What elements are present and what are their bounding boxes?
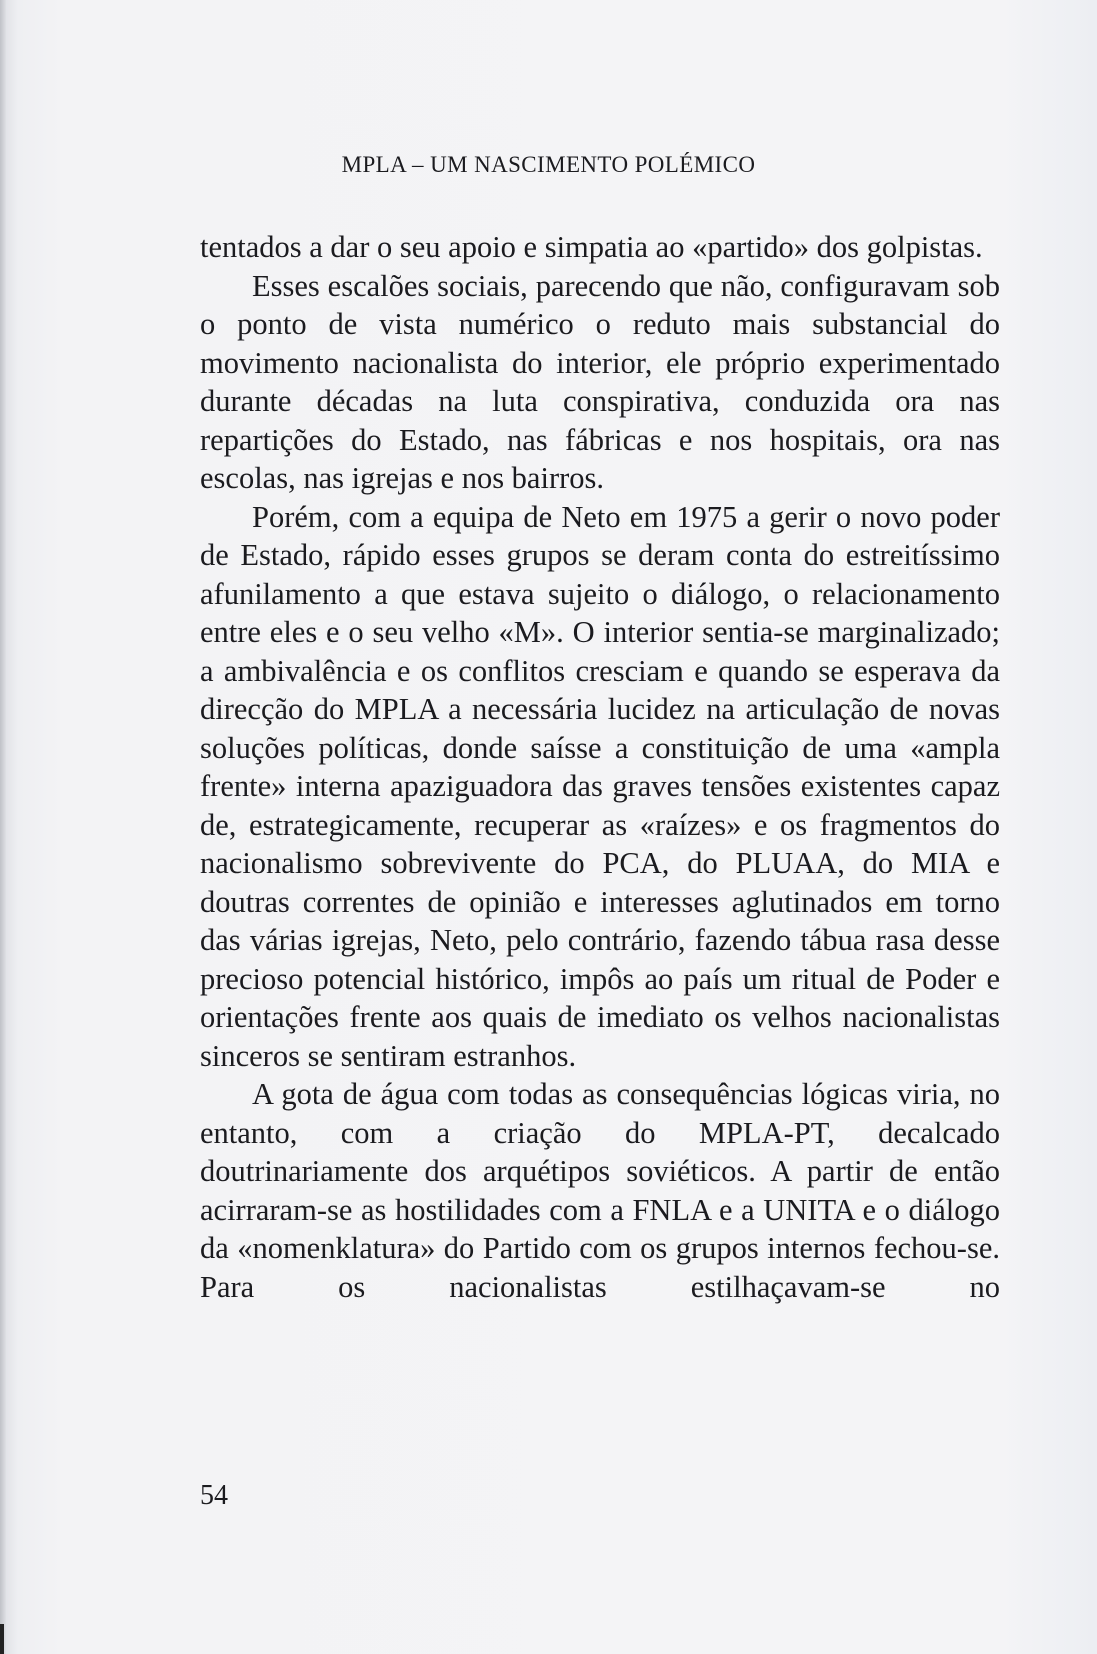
scan-edge-mark: [0, 1624, 4, 1654]
paragraph-social-strata: Esses escalões sociais, parecendo que não, configuravam sob o ponto de vista numérico o reduto mais substancial do movimento nacionalista do interior, ele próprio experimentado durante décadas na luta conspirativa, conduzida ora nas repartições do Estado, nas fábricas e nos hospitais, ora nas escolas, nas igrejas e nos bairros.: [200, 268, 1000, 495]
paragraph-mpla-pt: A gota de água com todas as consequências lógicas viria, no entanto, com a criação do MPLA-PT, decalcado doutrinariamente dos arquétipos soviéticos. A partir de então acirraram-se as hostilidades com a FNLA e a UNITA e o diálogo da «nomenklatura» do Partido com os grupos internos fechou-se. Para os nacionalistas estilhaçavam-se no: [200, 1077, 1000, 1304]
running-header: MPLA – UM NASCIMENTO POLÉMICO: [341, 152, 756, 177]
body-text: [200, 228, 1000, 1306]
page-number: 54: [200, 1480, 228, 1511]
paragraph-neto-1975: Porém, com a equipa de Neto em 1975 a gerir o novo poder de Estado, rápido esses grupos se deram conta do estreitíssimo afunilamento a que estava sujeito o diálogo, o relacionamento entre eles e o seu velho «M». O interior sentia-se marginalizado; a ambivalência e os conflitos cresciam e quando se esperava da direcção do MPLA a necessária lucidez na articulação de novas soluções políticas, donde saísse a constituição de uma «ampla frente» interna apaziguadora das graves tensões existentes capaz de, estrategicamente, recuperar as «raízes» e os fragmentos do nacionalismo sobrevivente do PCA, do PLUAA, do MIA e doutras correntes de opinião e interesses aglutinados em torno das várias igrejas, Neto, pelo contrário, fazendo tábua rasa desse precioso potencial histórico, impôs ao país um ritual de Poder e orientações frente aos quais de imediato os velhos nacionalistas sinceros se sentiram estranhos.: [200, 499, 1000, 1073]
paragraph-continuation: tentados a dar o seu apoio e simpatia ao «partido» dos golpistas.: [200, 230, 983, 264]
page-spine-shadow: [0, 0, 6, 1654]
